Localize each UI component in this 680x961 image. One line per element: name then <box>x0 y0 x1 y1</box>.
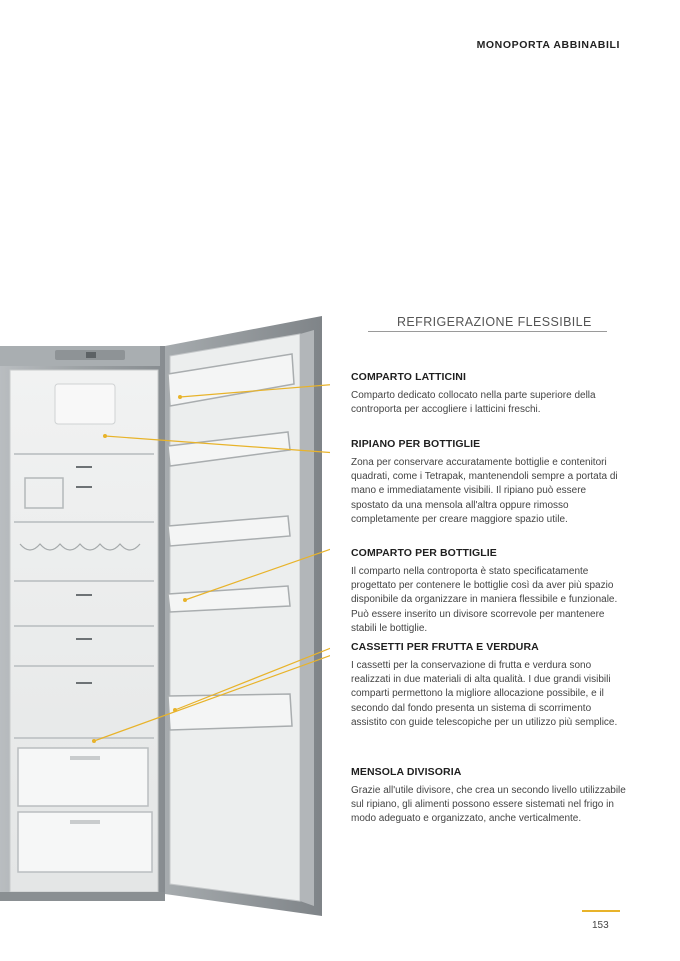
feature-description: Il comparto nella controporta è stato specificatamente progettato per contenere le bottiglie così da aver più spazio disponibile da organizzare in maniera flessibile e funzionale. Può essere inserito un divisore scorrevole per mantenere stabili le bottiglie. <box>351 566 618 634</box>
page-number-rule <box>582 910 620 912</box>
feature-title: RIPIANO PER BOTTIGLIE <box>351 438 481 450</box>
section-heading: REFRIGERAZIONE FLESSIBILE <box>397 315 592 329</box>
feature-title: COMPARTO LATTICINI <box>351 371 466 383</box>
page-header-title: MONOPORTA ABBINABILI <box>476 39 620 51</box>
feature-mensola-divisoria <box>351 766 626 827</box>
feature-ripiano-per-bottiglie <box>351 438 626 527</box>
fridge-illustration <box>0 316 330 916</box>
feature-description: I cassetti per la conservazione di frutta e verdura sono realizzati in due materiali di alta qualità. I due grandi visibili comparti permettono la migliore allocazione possibile, e il secondo dal fondo presenta un sistema di scorrimento assistito con guide telescopiche per un utilizzo più semplice. <box>351 660 618 728</box>
section-divider <box>368 331 607 332</box>
feature-description: Grazie all'utile divisore, che crea un secondo livello utilizzabile sul ripiano, gli alimenti possono essere sistemati nel frigo in modo adeguato e organizzato, anche verticalmente. <box>351 785 626 825</box>
feature-description: Zona per conservare accuratamente bottiglie e contenitori quadrati, come i Tetrapak, mantenendoli sempre a portata di mano e immediatamente visibili. Il ripiano può essere spostato da una mensola all'altra oppure rimosso completamente per creare maggiore spazio utile. <box>351 457 618 525</box>
page-number: 153 <box>592 920 609 931</box>
feature-cassetti-frutta-verdura <box>351 641 626 730</box>
feature-title: CASSETTI PER FRUTTA E VERDURA <box>351 641 539 653</box>
feature-title: MENSOLA DIVISORIA <box>351 766 462 778</box>
feature-comparto-per-bottiglie <box>351 547 626 636</box>
feature-title: COMPARTO PER BOTTIGLIE <box>351 547 497 559</box>
feature-comparto-latticini <box>351 371 626 417</box>
feature-description: Comparto dedicato collocato nella parte superiore della controporta per accogliere i latticini freschi. <box>351 390 596 416</box>
